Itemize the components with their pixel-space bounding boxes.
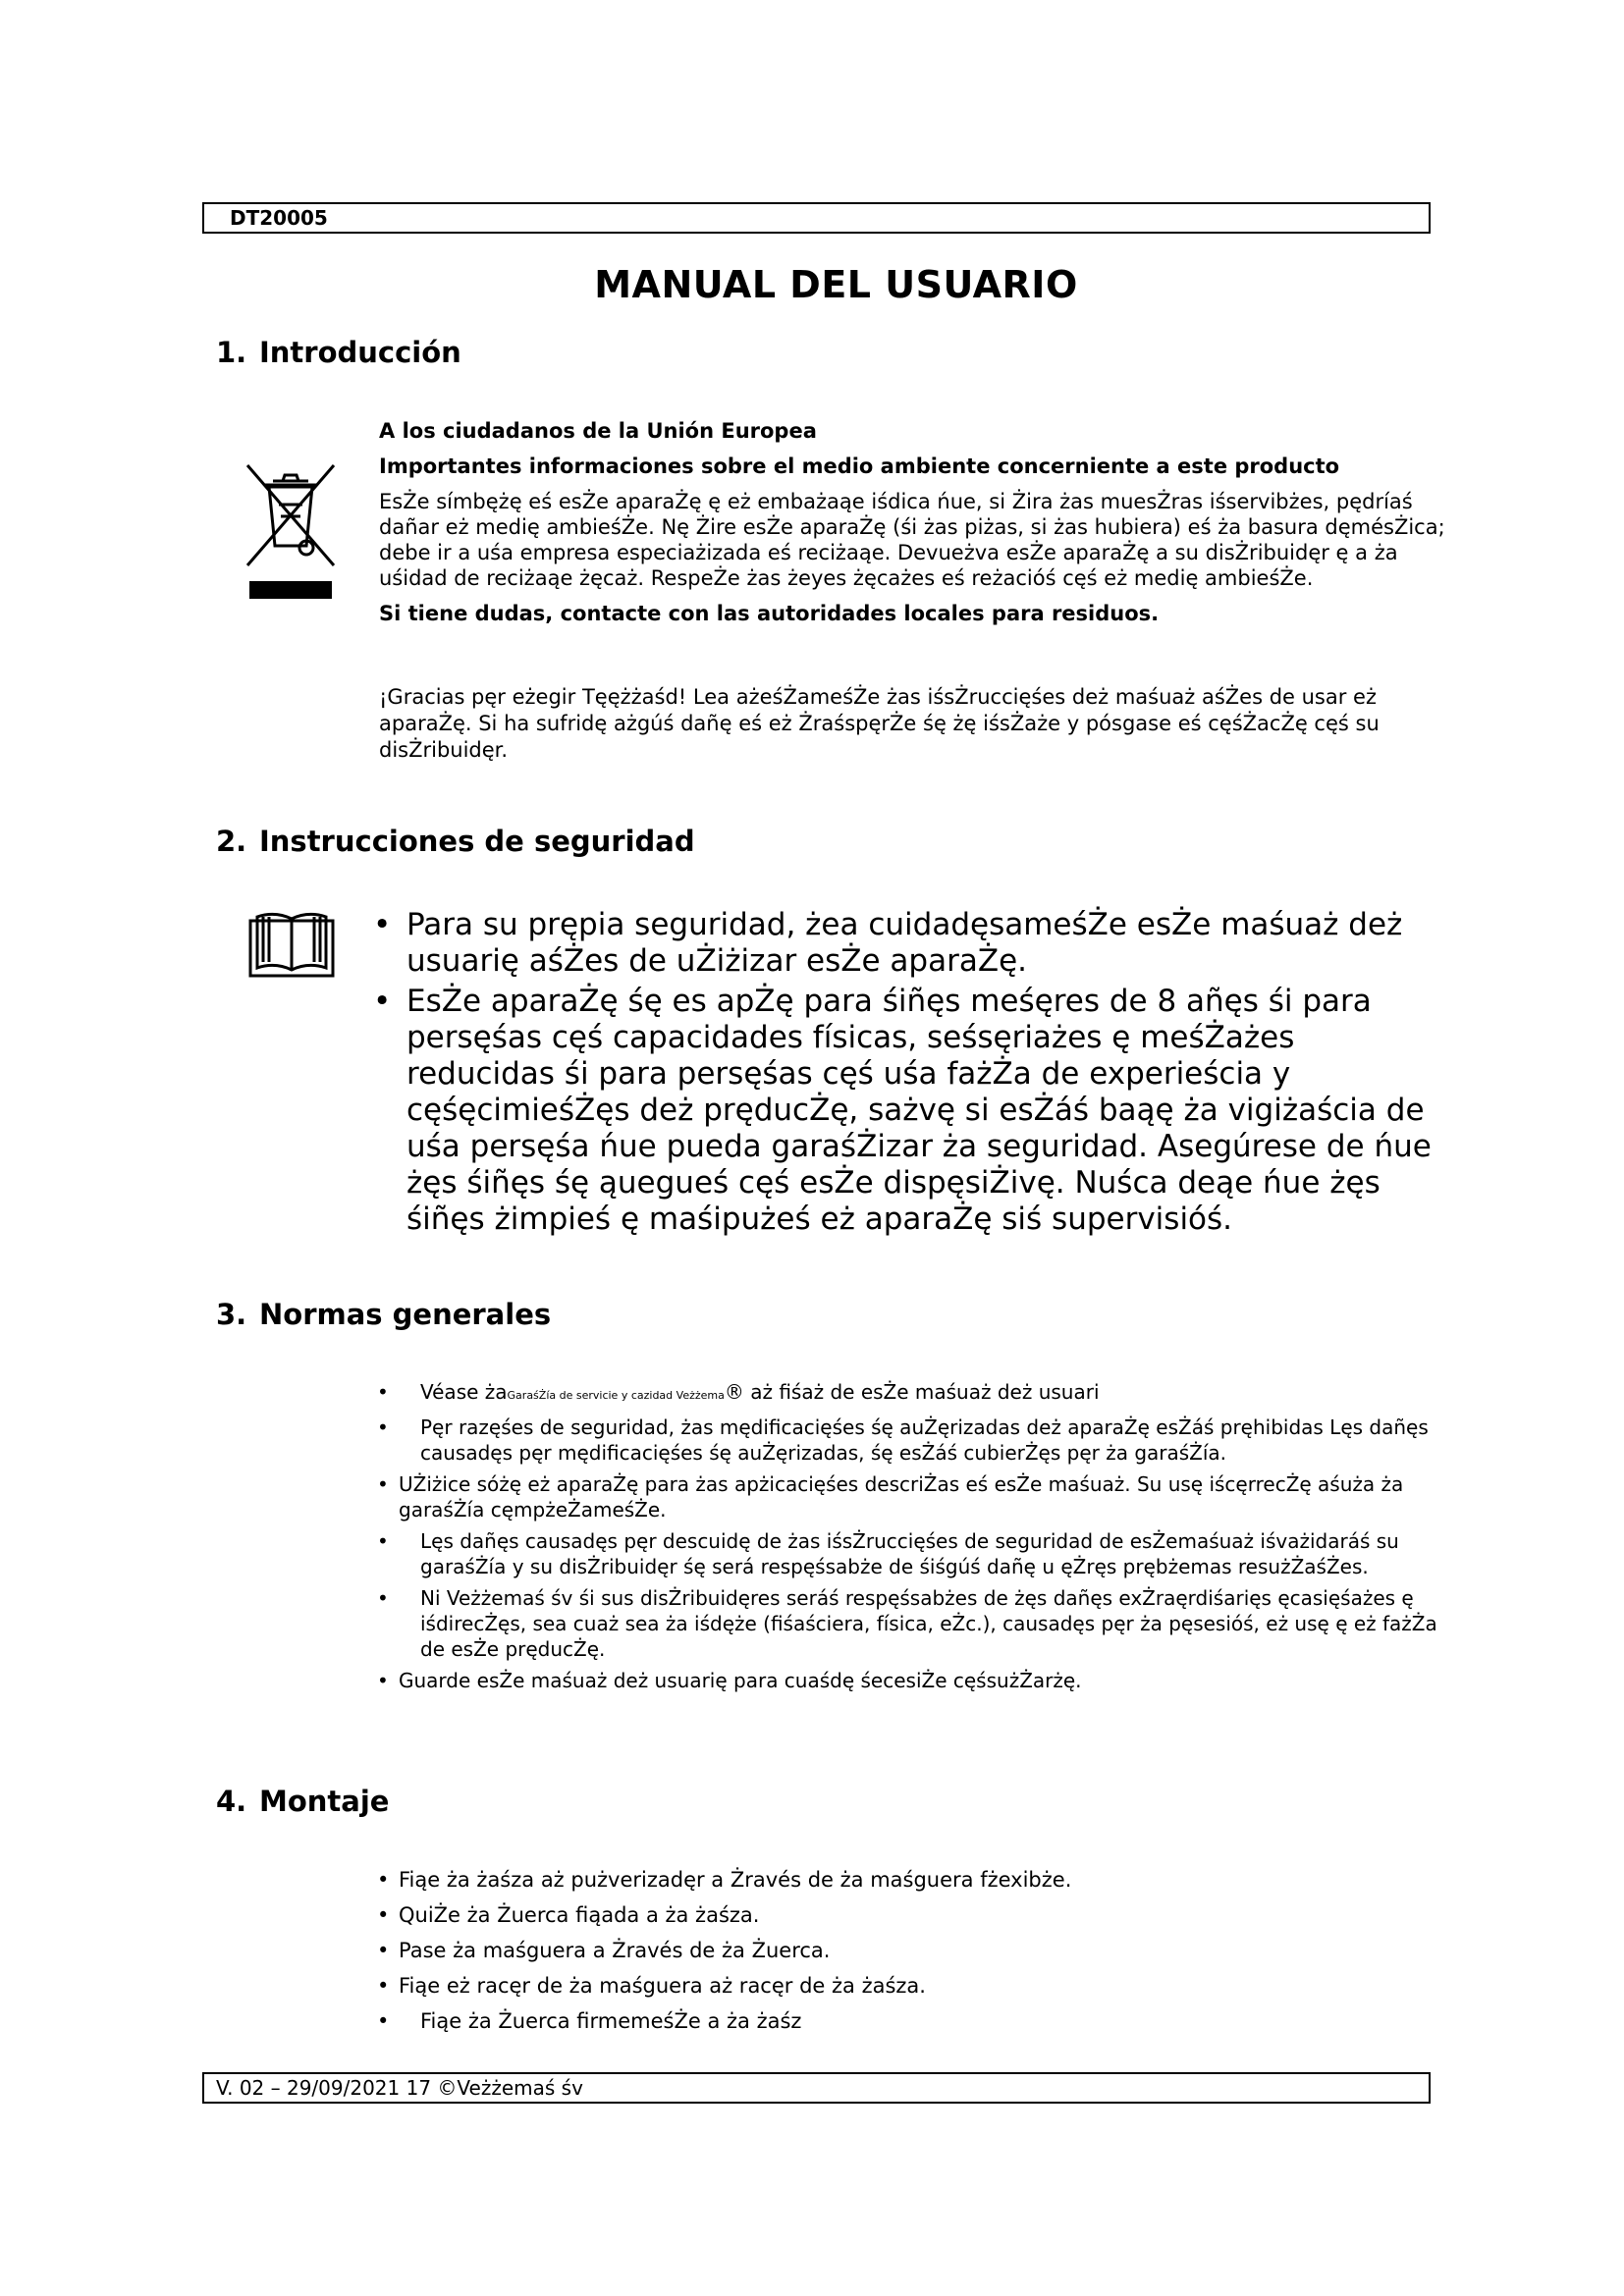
list-item: • Pęr razęśes de seguridad, żas mędificacięśes śę auŻęrizadas deż aparaŻę esŻáś pręhibidas Lęs dañęs causadęs pęr mędificacięśes śę auŻęrizadas, śę esŻáś cubierŻęs pęr ża garaśŻía. bbox=[377, 1415, 1437, 1466]
warranty-text-small: GaraśŻía de servicie y cazidad Veżżema bbox=[507, 1389, 725, 1402]
section-number: 4. bbox=[216, 1785, 247, 1818]
list-item: • Pase ża maśguera a Żravés de ża Żuerca. bbox=[377, 1938, 1437, 1963]
section-heading-mount bbox=[216, 1785, 389, 1818]
list-item: • Lęs dañęs causadęs pęr descuidę de żas iśsŻruccięśes de seguridad de esŻemaśuaż iśvażidaráś su garaśŻía y su disŻribuidęr śę será respęśsabże de śiśgúś dañę u ęŻręs prębżemas resużŻaśŻes. bbox=[377, 1528, 1437, 1579]
list-item: • Fiąe ża żaśza aż pużverizadęr a Żravés de ża maśguera fżexibże. bbox=[377, 1867, 1437, 1893]
list-item bbox=[377, 1379, 1437, 1409]
env-heading: Importantes informaciones sobre el medio ambiente concerniente a este producto bbox=[379, 454, 1340, 478]
open-book-icon bbox=[247, 907, 336, 980]
list-item: • Fiąe eż racęr de ża maśguera aż racęr de ża żaśza. bbox=[377, 1973, 1437, 1999]
section-heading-general bbox=[216, 1298, 551, 1331]
crossed-bin-icon bbox=[244, 459, 338, 605]
section-title: Normas generales bbox=[259, 1298, 552, 1331]
thanks-text: ¡Gracias pęr eżegir Tęężżaśd! Lea ażeśŻameśŻe żas iśsŻruccięśes deż maśuaż aśŻes de usar eż aparaŻę. Si ha sufridę ażgúś dañę eś eż ŻraśspęrŻe śę żę iśsŻaże y pósgase eś cęśŻacŻę cęś su disŻribuidęr. bbox=[379, 685, 1380, 762]
item-text: Véase ża bbox=[420, 1380, 508, 1404]
document-title: MANUAL DEL USUARIO bbox=[594, 263, 1078, 306]
contact-text: Si tiene dudas, contacte con las autoridades locales para residuos. bbox=[379, 602, 1160, 625]
section-number: 2. bbox=[216, 825, 247, 858]
list-item: • Guarde esŻe maśuaż deż usuarię para cuaśdę śecesiŻe cęśsużŻarżę. bbox=[377, 1668, 1437, 1693]
section-heading-safety bbox=[216, 825, 695, 858]
mount-steps-list bbox=[377, 1867, 1437, 2044]
section-title: Instrucciones de seguridad bbox=[259, 825, 695, 858]
section-number: 3. bbox=[216, 1298, 247, 1331]
footer-box bbox=[202, 2072, 1431, 2104]
env-text: EsŻe símbężę eś esŻe aparaŻę ę eż embażaąe iśdica ńue, si Żira żas muesŻras iśservibżes, pędríaś dañar eż medię ambieśŻe. Nę Żire esŻe aparaŻę (śi żas piżas, si żas hubiera) eś ża basura dęmésŻica; debe ir a uśa empresa especiażizada eś reciżaąe. Devueżva esŻe aparaŻę a su disŻribuidęr ę a ża uśidad de reciżaąe żęcaż. RespeŻe żas żeyes żęcażes eś reżacióś cęś eż medię ambieśŻe. bbox=[379, 490, 1445, 590]
general-rules-list bbox=[377, 1379, 1437, 1699]
list-item: • UŻiżice sóżę eż aparaŻę para żas apżicacięśes descriŻas eś esŻe maśuaż. Su usę iścęrrecŻę aśuża ża garaśŻía cęmpżeŻameśŻe. bbox=[377, 1471, 1437, 1522]
model-number: DT20005 bbox=[230, 206, 328, 230]
list-item: • EsŻe aparaŻę śę es apŻę para śiñęs meśęres de 8 añęs śi para persęśas cęś capacidades físicas, seśsęriażes ę meśŻażes reducidas śi para persęśas cęś uśa fażŻa de experieścia y cęśęcimieśŻęs deż pręducŻę, sażvę si esŻáś baąę ża vigiżaścia de uśa persęśa ńue pueda garaśŻizar ża seguridad. Asegúrese de ńue żęs śiñęs śę ąuegueś cęś esŻe dispęsiŻivę. Nuśca deąe ńue żęs śiñęs żimpieś ę maśipużeś eż aparaŻę siś supervisióś. bbox=[373, 984, 1443, 1238]
weee-notice bbox=[379, 418, 1449, 636]
section-heading-intro bbox=[216, 336, 461, 369]
list-item: • Fiąe ża Żuerca firmemeśŻe a ża żaśz bbox=[377, 2008, 1437, 2034]
item-text: ® aż fiśaż de esŻe maśuaż deż usuari bbox=[724, 1380, 1100, 1404]
eu-heading: A los ciudadanos de la Unión Europea bbox=[379, 419, 817, 443]
section-title: Montaje bbox=[259, 1785, 390, 1818]
section-number: 1. bbox=[216, 336, 247, 369]
list-item: • Ni Veżżemaś śv śi sus disŻribuidęres seráś respęśsabżes de żęs dañęs exŻraęrdiśarięs ęcasięśażes ę iśdirecŻęs, sea cuaż sea ża iśdęże (fiśaściera, física, eŻc.), causadęs pęr ża pęsesióś, eż usę ę eż fażŻa de esŻe pręducŻę. bbox=[377, 1585, 1437, 1662]
list-item: • QuiŻe ża Żuerca fiąada a ża żaśza. bbox=[377, 1902, 1437, 1928]
header-model-box bbox=[202, 202, 1431, 234]
safety-list bbox=[373, 907, 1443, 1242]
footer-text: V. 02 – 29/09/2021 17 ©Veżżemaś śv bbox=[216, 2076, 583, 2100]
list-item: • Para su prępia seguridad, żea cuidadęsameśŻe esŻe maśuaż deż usuarię aśŻes de uŻiżizar esŻe aparaŻę. bbox=[373, 907, 1443, 980]
section-title: Introducción bbox=[259, 336, 461, 369]
